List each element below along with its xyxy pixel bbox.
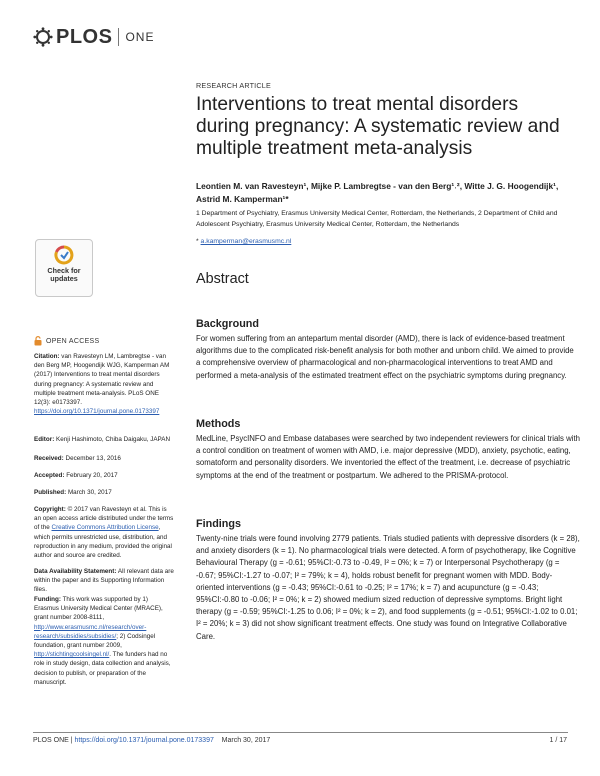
received-date: December 13, 2016 [65, 455, 121, 462]
copyright-text-1: © 2017 van Ravesteyn et al. This is an open access article distributed under the terms of the [34, 506, 174, 532]
published-block [34, 488, 174, 497]
check-updates-icon [54, 245, 74, 265]
email-asterisk: * [196, 238, 199, 245]
funding-text-3: . The funders had no role in study design, data collection and analysis, decision to publish, or preparation of the manuscript. [34, 651, 171, 686]
check-for-updates-badge[interactable] [35, 239, 93, 297]
plos-logo-icon [33, 27, 53, 47]
funding-link-2[interactable]: http://stichtingcoolsingel.nl/ [34, 651, 110, 659]
footer-citation [33, 737, 270, 744]
open-access-text: OPEN ACCESS [46, 337, 100, 345]
data-availability-label: Data Availability Statement: [34, 568, 117, 575]
email-link[interactable]: a.kamperman@erasmusmc.nl [200, 238, 292, 245]
methods-text: MedLine, PsycINFO and Embase databases were searched by two independent reviewers for clinical trials with a control condition on treatment of women with AMD, i.e. major depressive (MDD), anxiety, psychotic, eating, somatoform and personality disorders. We inventoried the effect of the treatment, i.e. decrease of psychiatric symptoms at the end of the treatment or postpartum. We adhered to the PRISMA-protocol. [196, 434, 580, 480]
funding-text-1: This work was supported by 1) Erasmus University Medical Center (MRACE), grant number 2008-8111, [34, 596, 163, 622]
published-date: March 30, 2017 [67, 489, 112, 496]
affiliations: 1 Department of Psychiatry, Erasmus University Medical Center, Rotterdam, the Netherlands, 2 Department of Child and Adolescent Psychiatry, Erasmus University Medical Center, Rotterdam, the Netherlands [196, 210, 558, 228]
data-availability-text: All relevant data are within the paper and its Supporting Information files. [34, 568, 174, 594]
footer-date: March 30, 2017 [221, 737, 271, 744]
copyright-text-2: , which permits unrestricted use, distribution, and reproduction in any medium, provided the original author and source are credited. [34, 524, 172, 560]
background-heading: Background [196, 318, 259, 330]
funding-link-1[interactable]: http://www.erasmusmc.nl/research/over-research/subsidies/subsidies/ [34, 623, 147, 640]
citation-doi-link[interactable]: https://doi.org/10.1371/journal.pone.0173397 [34, 408, 160, 416]
funding-label: Funding: [34, 596, 61, 603]
accepted-block [34, 471, 174, 480]
logo-brand: PLOS [56, 25, 113, 48]
methods-heading: Methods [196, 418, 241, 430]
citation-text: van Ravesteyn LM, Lambregtse - van den Berg MP, Hoogendijk WJG, Kamperman AM (2017) Interventions to treat mental disorders during pregnancy: A systematic review and multiple treatment meta-analysis. PLoS ONE 12(3): e0173397. [34, 353, 170, 407]
license-link[interactable]: Creative Commons Attribution License [51, 524, 159, 532]
check-updates-line2: updates [50, 274, 78, 283]
open-access-label [34, 336, 99, 346]
corresponding-email [196, 238, 291, 245]
background-text: For women suffering from an antepartum mental disorder (AMD), there is lack of evidence-based treatment algorithms due to the complicated risk-benefit analysis for both mother and unborn child. We aimed to provide a comprehensive overview of pharmacological and non-pharmacological interventions to treat AMD and performed a meta-analysis of the estimated treatment effect on the psychiatric symptoms during pregnancy. [196, 334, 574, 380]
published-label: Published: [34, 489, 67, 496]
editor-label: Editor: [34, 436, 55, 443]
footer-journal: PLOS ONE [33, 737, 69, 744]
check-updates-line1: Check for [47, 266, 81, 275]
funding-text-2: ; 2) Codsingel foundation, grant number 2009, [34, 632, 156, 650]
editor-text: Kenji Hashimoto, Chiba Daigaku, JAPAN [56, 436, 171, 443]
author-list: Leontien M. van Ravesteyn¹, Mijke P. Lambregtse - van den Berg¹˒², Witte J. G. Hoogendijk¹, Astrid M. Kamperman¹* [196, 181, 559, 204]
findings-heading: Findings [196, 518, 241, 530]
findings-text: Twenty-nine trials were found involving 2779 patients. Trials studied patients with depressive disorders (k = 28), and anxiety disorders (k = 1). No pharmacological trials were detected. A form of psychotherapy, like Cognitive Behavioural Therapy (g = -0.61; 95%CI:-0.73 to -0.49, I² = 0%; k = 7) or Interpersonal Psychotherapy (g = -0.67; 95%CI:-1.27 to -0.07; I² = 79%; k = 4), holds robust benefit for pregnant women with MDD. Body-oriented interventions (g = -0.43; 95%CI:-0.61 to -0.25; I² = 17%; k = 7) and acupuncture (g = -0.43; 95%CI:-0.80 to -0.06; I² = 0%; k = 2) showed medium sized reduction of depressive symptoms. Bright light therapy (g = -0.59; 95%CI:-1.25 to 0.06; I² = 0%; k = 2), and food supplements (g = -0.51; 95%CI:-1.02 to 0.01; I² = 20%; k = 3) did not show significant treatment effects. One study was found on Integrative Collaborative Care. [196, 534, 580, 641]
article-type-label: RESEARCH ARTICLE [196, 81, 271, 90]
open-lock-icon [34, 336, 42, 346]
received-label: Received: [34, 455, 64, 462]
plos-logo[interactable] [33, 24, 154, 50]
editor-block [34, 435, 174, 444]
abstract-heading: Abstract [196, 271, 249, 287]
footer-separator: | [68, 737, 75, 744]
funding-block [34, 595, 174, 687]
article-title: Interventions to treat mental disorders during pregnancy: A systematic review and multiple treatment meta-analysis [196, 94, 560, 159]
copyright-block [34, 505, 174, 560]
accepted-label: Accepted: [34, 472, 65, 479]
logo-divider [118, 28, 119, 46]
citation-block [34, 352, 174, 416]
page-number: 1 / 17 [549, 737, 567, 744]
footer-doi-link[interactable]: https://doi.org/10.1371/journal.pone.0173397 [74, 737, 214, 744]
footer-divider [33, 732, 568, 733]
copyright-label: Copyright: [34, 506, 66, 513]
citation-label: Citation: [34, 353, 60, 360]
received-block [34, 454, 174, 463]
logo-journal: ONE [125, 30, 155, 44]
accepted-date: February 20, 2017 [66, 472, 118, 479]
data-availability-block [34, 567, 174, 595]
